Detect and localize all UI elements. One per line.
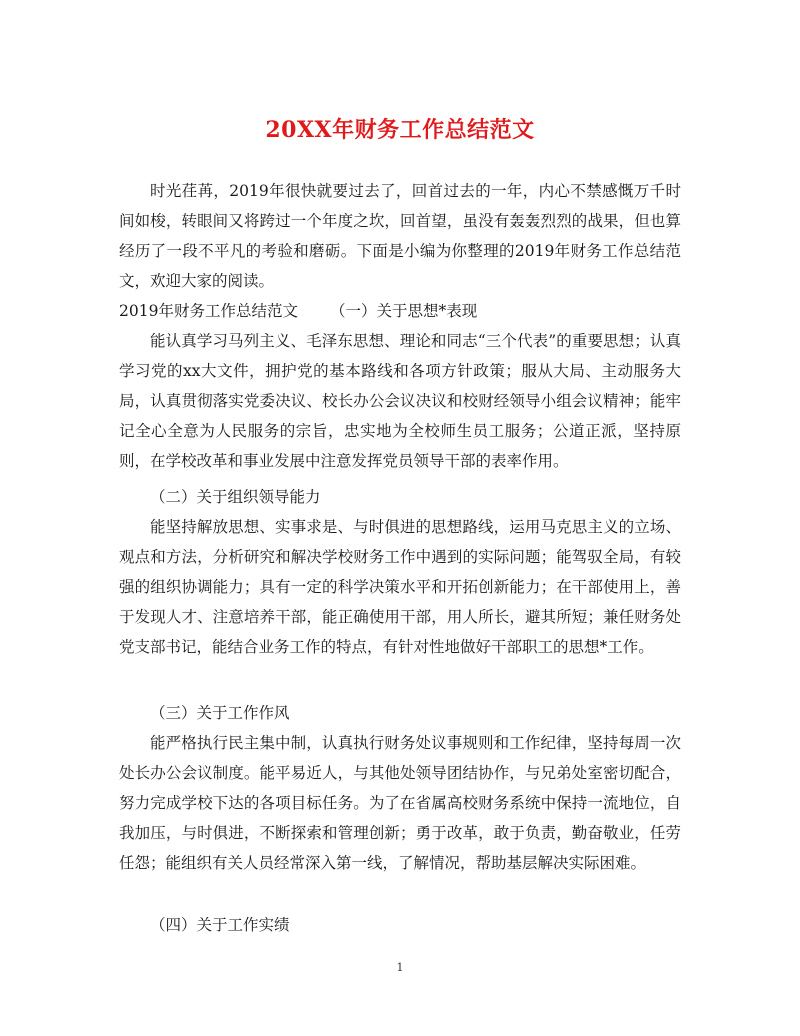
section-body-work-style: 能严格执行民主集中制，认真执行财务处议事规则和工作纪律，坚持每周一次处长办公会议制度。能平易近人，与其他处领导团结协作，与兄弟处室密切配合，努力完成学校下达的各项目标任务。为了在省属高校财务系统中保持一流地位，自我加压，与时俱进，不断探索和管理创新；勇于改革，敢于负责，勤奋敬业，任劳任怨；能组织有关人员经常深入第一线，了解情况，帮助基层解决实际困难。: [119, 734, 681, 872]
section-heading-work-style: （三）关于工作作风: [150, 704, 290, 722]
intro-paragraph: 时光荏苒，2019年很快就要过去了，回首过去的一年，内心不禁感慨万千时间如梭，转眼间又将跨过一个年度之坎，回首望，虽没有轰轰烈烈的战果，但也算经历了一段不平凡的考验和磨砺。下面是小编为你整理的2019年财务工作总结范文，欢迎大家的阅读。: [119, 182, 681, 290]
document-title: 20XX年财务工作总结范文: [265, 117, 535, 143]
section-heading-leadership: （二）关于组织领导能力: [150, 488, 321, 506]
section-body-leadership: 能坚持解放思想、实事求是、与时俱进的思想路线，运用马克思主义的立场、观点和方法，分析研究和解决学校财务工作中遇到的实际问题；能驾驭全局，有较强的组织协调能力；具有一定的科学决策水平和开拓创新能力；在干部使用上，善于发现人才、注意培养干部，能正确使用干部，用人所长，避其所短；兼任财务处党支部书记，能结合业务工作的特点，有针对性地做好干部职工的思想*工作。: [119, 518, 681, 656]
page-number: 1: [396, 961, 404, 974]
section-heading-achievements: （四）关于工作实绩: [150, 916, 290, 934]
section-heading-thought: （一）关于思想*表现: [330, 302, 478, 320]
document-label: 2019年财务工作总结范文: [119, 302, 298, 320]
section-body-thought: 能认真学习马列主义、毛泽东思想、理论和同志“三个代表”的重要思想；认真学习党的xx大文件，拥护党的基本路线和各项方针政策；服从大局、主动服务大局，认真贯彻落实党委决议、校长办公会议决议和校财经领导小组会议精神；能牢记全心全意为人民服务的宗旨，忠实地为全校师生员工服务；公道正派，坚持原则，在学校改革和事业发展中注意发挥党员领导干部的表率作用。: [119, 332, 681, 470]
